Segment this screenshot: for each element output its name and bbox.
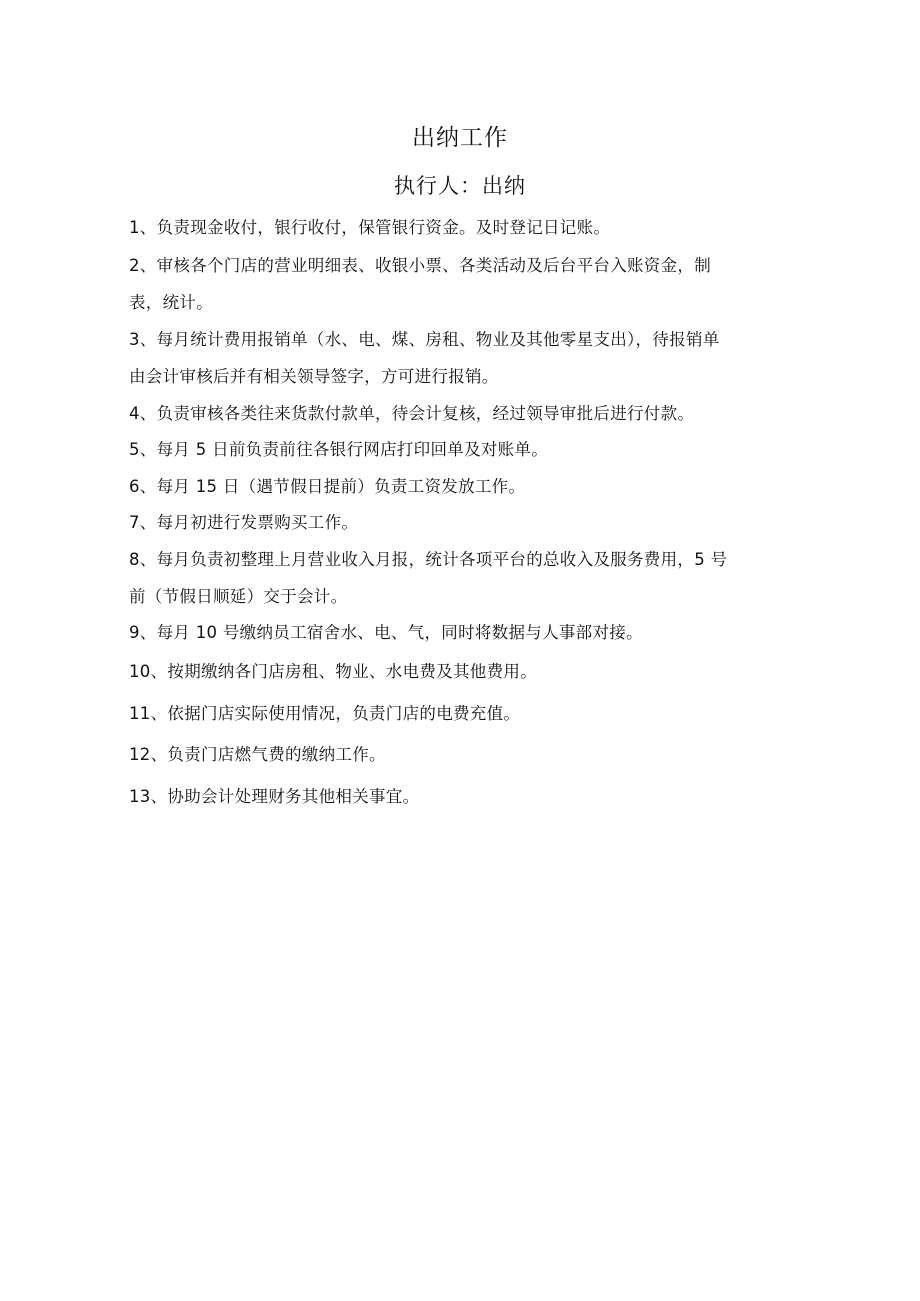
duty-item-1	[131, 209, 791, 246]
duty-item-5	[131, 431, 791, 468]
duty-item-6	[131, 468, 791, 505]
duty-item-2-line-1: 2、审核各个门店的营业明细表、收银小票、各类活动及后台平台入账资金，制	[129, 256, 711, 275]
duty-item-12-line-1: 12、负责门店燃气费的缴纳工作。	[129, 745, 386, 764]
duty-item-3-line-1: 3、每月统计费用报销单（水、电、煤、房租、物业及其他零星支出），待报销单	[129, 330, 720, 349]
duty-item-5-line-1: 5、每月 5 日前负责前往各银行网店打印回单及对账单。	[129, 440, 549, 459]
duty-item-9	[131, 614, 791, 651]
duty-item-1-line-1: 1、负责现金收付，银行收付，保管银行资金。及时登记日记账。	[129, 218, 611, 237]
duty-item-13-line-1: 13、协助会计处理财务其他相关事宜。	[129, 787, 420, 806]
duty-item-2	[131, 247, 791, 321]
duty-item-2-line-2: 表，统计。	[129, 293, 213, 312]
duty-item-13	[131, 778, 791, 815]
document-subtitle: 执行人：出纳	[394, 174, 526, 198]
duty-item-8-line-2: 前（节假日顺延）交于会计。	[129, 587, 348, 606]
duty-item-3-line-2: 由会计审核后并有相关领导签字，方可进行报销。	[129, 367, 499, 386]
duty-item-12	[131, 736, 791, 773]
duty-item-4	[131, 395, 791, 432]
duty-item-8-line-1: 8、每月负责初整理上月营业收入月报，统计各项平台的总收入及服务费用，5 号	[129, 550, 728, 569]
duty-item-9-line-1: 9、每月 10 号缴纳员工宿舍水、电、气，同时将数据与人事部对接。	[129, 623, 643, 642]
duty-item-10	[131, 653, 791, 690]
duty-item-7	[131, 504, 791, 541]
duty-item-10-line-1: 10、按期缴纳各门店房租、物业、水电费及其他费用。	[129, 662, 537, 681]
duty-item-11	[131, 695, 791, 732]
duty-item-3	[131, 321, 791, 395]
duty-item-6-line-1: 6、每月 15 日（遇节假日提前）负责工资发放工作。	[129, 477, 526, 496]
document-title: 出纳工作	[412, 125, 508, 151]
duty-item-4-line-1: 4、负责审核各类往来货款付款单，待会计复核，经过领导审批后进行付款。	[129, 404, 695, 423]
duty-item-8	[131, 541, 791, 615]
duty-item-11-line-1: 11、依据门店实际使用情况，负责门店的电费充值。	[129, 704, 521, 723]
duty-item-7-line-1: 7、每月初进行发票购买工作。	[129, 513, 359, 532]
